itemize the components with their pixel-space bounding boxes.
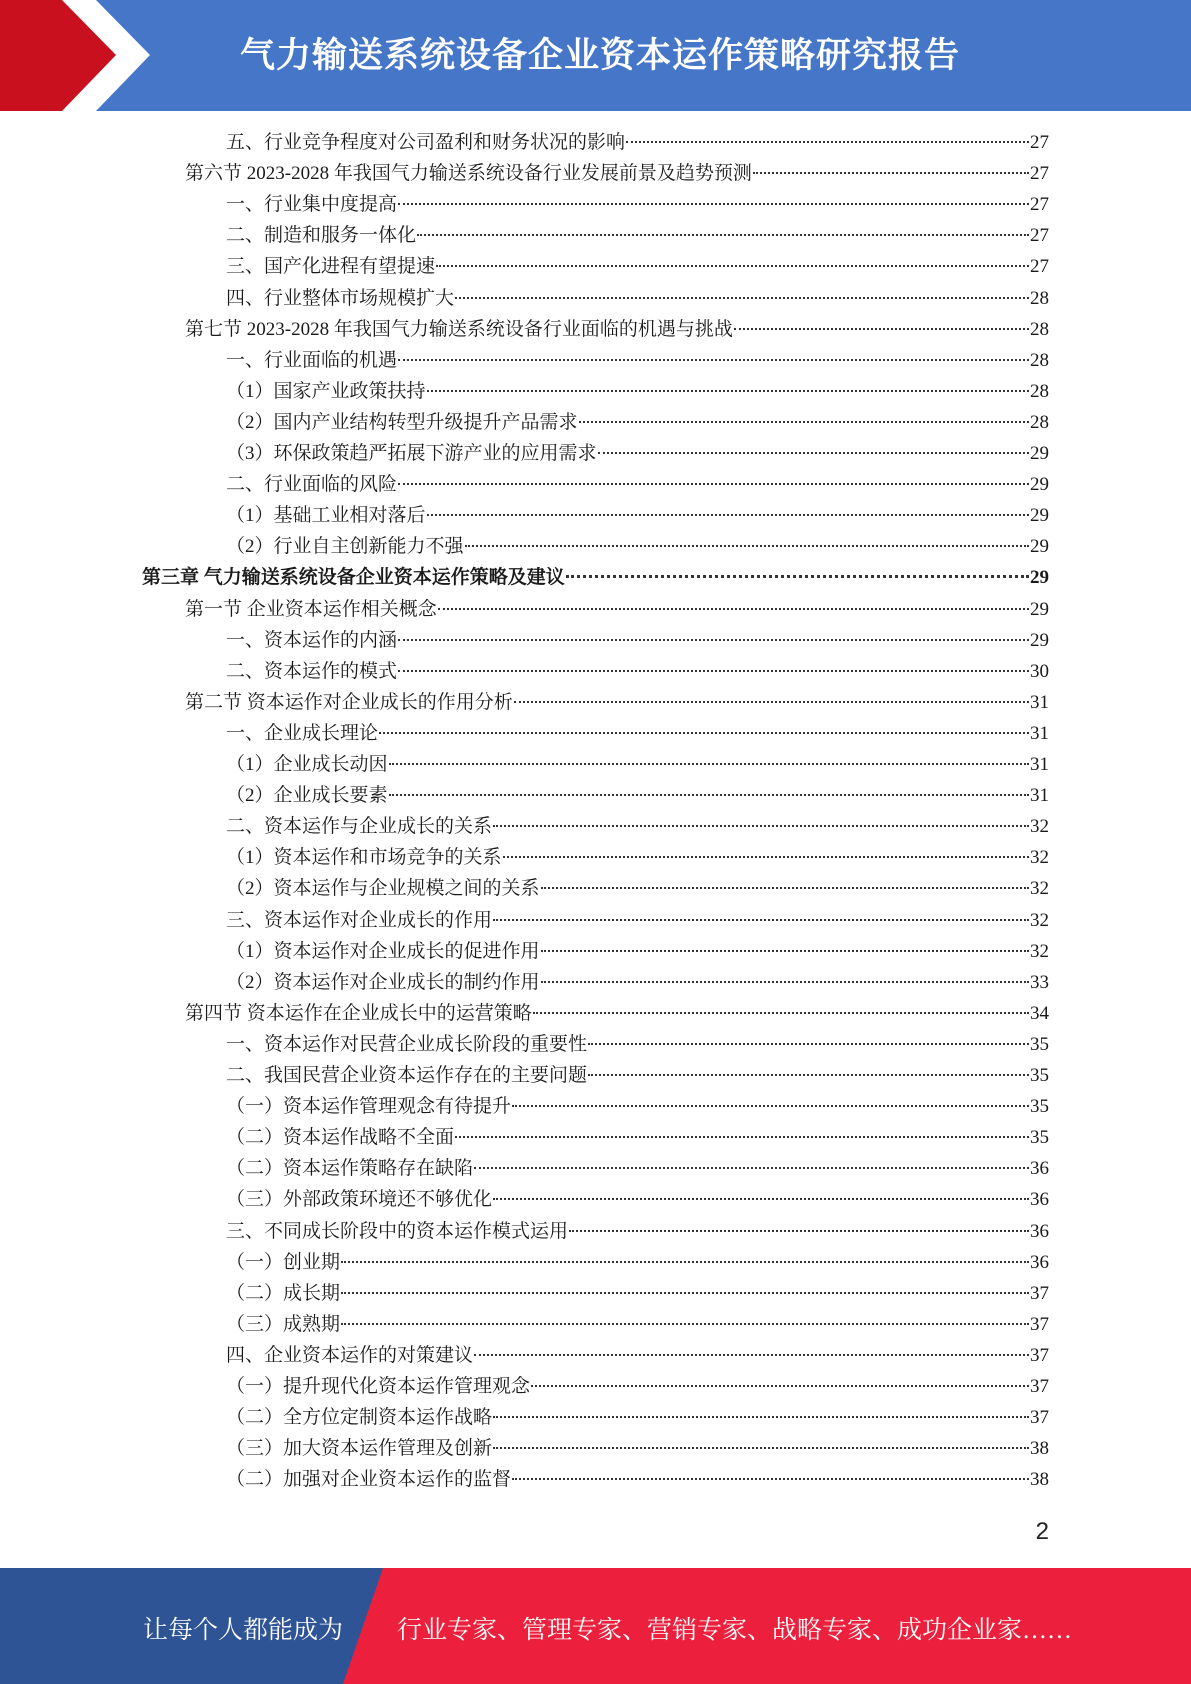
page-footer <box>0 1568 1191 1684</box>
toc-dot-leader <box>588 1043 1029 1045</box>
toc-entry-page: 36 <box>1030 1251 1049 1273</box>
toc-entry[interactable] <box>226 718 1049 749</box>
page-header <box>0 0 1191 111</box>
toc-dot-leader <box>588 1074 1029 1076</box>
toc-dot-leader <box>493 1447 1029 1449</box>
toc-entry[interactable] <box>226 1216 1049 1247</box>
toc-dot-leader <box>514 701 1029 703</box>
toc-dot-leader <box>541 981 1029 983</box>
toc-entry-page: 33 <box>1030 971 1049 993</box>
toc-entry-page: 28 <box>1030 318 1049 340</box>
toc-entry-page: 37 <box>1030 1282 1049 1304</box>
toc-entry-title: （1）企业成长动因 <box>226 754 388 775</box>
toc-entry-title: 二、我国民营企业资本运作存在的主要问题 <box>226 1065 588 1086</box>
toc-entry-page: 29 <box>1030 567 1049 589</box>
toc-dot-leader <box>389 794 1029 796</box>
toc-entry[interactable] <box>226 251 1049 282</box>
toc-entry[interactable] <box>226 1184 1049 1215</box>
toc-entry-title: 第一节 企业资本运作相关概念 <box>185 598 437 620</box>
toc-entry[interactable] <box>226 189 1049 220</box>
toc-dot-leader <box>493 1416 1029 1418</box>
toc-entry-title: （二）资本运作策略存在缺陷 <box>226 1158 474 1180</box>
toc-dot-leader <box>566 575 1029 578</box>
toc-entry[interactable] <box>226 1122 1049 1153</box>
toc-entry[interactable] <box>226 438 1049 469</box>
toc-entry-title: 五、行业竞争程度对公司盈利和财务状况的影响 <box>226 132 626 153</box>
toc-entry[interactable] <box>226 625 1049 656</box>
toc-entry-page: 36 <box>1030 1158 1049 1180</box>
toc-entry-title: 第三章 气力输送系统设备企业资本运作策略及建议 <box>142 567 565 589</box>
toc-entry[interactable] <box>226 531 1049 562</box>
toc-entry-page: 32 <box>1030 909 1049 931</box>
toc-entry-page: 27 <box>1030 256 1049 278</box>
toc-entry-title: 第四节 资本运作在企业成长中的运营策略 <box>185 1002 532 1024</box>
toc-entry-page: 35 <box>1030 1065 1049 1086</box>
toc-entry-title: 四、行业整体市场规模扩大 <box>226 287 455 309</box>
toc-entry-page: 32 <box>1030 878 1049 900</box>
toc-dot-leader <box>734 328 1029 330</box>
toc-dot-leader <box>417 234 1029 236</box>
toc-entry[interactable] <box>226 127 1049 158</box>
toc-entry-page: 36 <box>1030 1189 1049 1211</box>
toc-entry[interactable] <box>226 749 1049 780</box>
toc-dot-leader <box>493 1198 1029 1200</box>
toc-entry-title: 一、企业成长理论 <box>226 722 379 744</box>
toc-entry[interactable] <box>226 1402 1049 1433</box>
toc-entry-page: 27 <box>1030 225 1049 247</box>
toc-entry[interactable] <box>185 998 1049 1029</box>
toc-entry-page: 27 <box>1030 194 1049 216</box>
toc-dot-leader <box>341 1292 1029 1294</box>
toc-dot-leader <box>626 141 1029 143</box>
toc-entry-title: 一、资本运作对民营企业成长阶段的重要性 <box>226 1033 588 1055</box>
toc-dot-leader <box>512 1105 1029 1107</box>
toc-entry[interactable] <box>226 967 1049 998</box>
toc-entry-page: 29 <box>1030 474 1049 496</box>
toc-entry-title: 一、资本运作的内涵 <box>226 629 398 651</box>
toc-entry-page: 30 <box>1030 660 1049 682</box>
toc-entry-page: 37 <box>1030 1313 1049 1335</box>
toc-entry-page: 37 <box>1030 1376 1049 1397</box>
page-number: 2 <box>1035 1518 1049 1545</box>
toc-entry-page: 37 <box>1030 1407 1049 1429</box>
toc-dot-leader <box>541 887 1029 889</box>
toc-entry-title: （2）资本运作与企业规模之间的关系 <box>226 878 540 900</box>
toc-dot-leader <box>389 763 1029 765</box>
toc-entry-title: （二）全方位定制资本运作战略 <box>226 1407 493 1429</box>
toc-entry[interactable] <box>226 905 1049 936</box>
toc-entry-page: 38 <box>1030 1469 1049 1491</box>
toc-entry-title: （3）环保政策趋严拓展下游产业的应用需求 <box>226 443 597 464</box>
toc-entry-title: （一）提升现代化资本运作管理观念 <box>226 1376 531 1397</box>
toc-entry[interactable] <box>226 842 1049 873</box>
toc-entry[interactable] <box>226 656 1049 687</box>
toc-dot-leader <box>474 1167 1029 1169</box>
toc-entry-title: 二、行业面临的风险 <box>226 474 398 496</box>
toc-entry-page: 28 <box>1030 411 1049 433</box>
toc-entry-title: 一、行业面临的机遇 <box>226 349 398 371</box>
toc-entry-page: 37 <box>1030 1344 1049 1366</box>
toc-entry-title: （1）基础工业相对落后 <box>226 505 426 527</box>
toc-entry[interactable] <box>226 220 1049 251</box>
toc-entry-page: 36 <box>1030 1220 1049 1242</box>
toc-dot-leader <box>341 1261 1029 1263</box>
toc-entry-title: （三）成熟期 <box>226 1313 341 1335</box>
toc-entry[interactable] <box>226 1153 1049 1184</box>
toc-entry-page: 35 <box>1030 1127 1049 1149</box>
toc-entry-page: 32 <box>1030 940 1049 962</box>
toc-entry[interactable] <box>226 1247 1049 1278</box>
toc-dot-leader <box>512 1478 1029 1480</box>
toc-entry[interactable] <box>226 407 1049 438</box>
toc-entry[interactable] <box>226 780 1049 811</box>
toc-entry-page: 38 <box>1030 1438 1049 1460</box>
toc-entry[interactable] <box>142 562 1049 593</box>
toc-dot-leader <box>598 452 1029 454</box>
toc-entry[interactable] <box>226 1340 1049 1371</box>
toc-entry[interactable] <box>226 376 1049 407</box>
toc-entry[interactable] <box>226 1278 1049 1309</box>
toc-entry-page: 27 <box>1030 132 1049 153</box>
toc-entry-page: 35 <box>1030 1096 1049 1118</box>
toc-entry-page: 29 <box>1030 629 1049 651</box>
toc-entry-title: 三、国产化进程有望提速 <box>226 256 436 278</box>
toc-entry[interactable] <box>226 1029 1049 1060</box>
toc-entry-title: 第七节 2023-2028 年我国气力输送系统设备行业面临的机遇与挑战 <box>185 318 733 340</box>
toc-entry-title: （2）企业成长要素 <box>226 785 388 807</box>
toc-dot-leader <box>379 732 1029 734</box>
toc-entry[interactable] <box>185 594 1049 625</box>
toc-entry-title: （二）成长期 <box>226 1282 341 1304</box>
toc-entry-title: （1）资本运作和市场竞争的关系 <box>226 847 502 869</box>
toc-entry-page: 28 <box>1030 287 1049 309</box>
toc-dot-leader <box>541 950 1029 952</box>
toc-entry[interactable] <box>226 1433 1049 1464</box>
toc-entry[interactable] <box>226 873 1049 904</box>
toc-dot-leader <box>427 390 1029 392</box>
toc-entry[interactable] <box>226 1371 1049 1402</box>
toc-entry-title: （1）资本运作对企业成长的促进作用 <box>226 940 540 962</box>
toc-dot-leader <box>465 545 1029 547</box>
toc-entry-page: 32 <box>1030 847 1049 869</box>
toc-dot-leader <box>398 639 1029 641</box>
toc-entry-page: 31 <box>1030 754 1049 775</box>
toc-entry-title: 二、资本运作的模式 <box>226 660 398 682</box>
toc-entry[interactable] <box>185 314 1049 345</box>
toc-entry-page: 29 <box>1030 598 1049 620</box>
toc-entry-title: （2）行业自主创新能力不强 <box>226 536 464 558</box>
toc-dot-leader <box>569 1230 1029 1232</box>
toc-dot-leader <box>398 670 1029 672</box>
toc-entry[interactable] <box>226 469 1049 500</box>
toc-entry-title: （1）国家产业政策扶持 <box>226 380 426 402</box>
toc-entry[interactable] <box>185 158 1049 189</box>
toc-entry-title: （二）资本运作战略不全面 <box>226 1127 455 1149</box>
toc-entry-page: 31 <box>1030 691 1049 713</box>
toc-entry-title: 三、资本运作对企业成长的作用 <box>226 909 493 931</box>
toc-entry[interactable] <box>226 936 1049 967</box>
toc-dot-leader <box>438 608 1029 610</box>
toc-entry-title: 第二节 资本运作对企业成长的作用分析 <box>185 691 513 713</box>
toc-entry-title: （二）加强对企业资本运作的监督 <box>226 1469 512 1491</box>
toc-entry-page: 28 <box>1030 380 1049 402</box>
toc-dot-leader <box>493 825 1029 827</box>
toc-dot-leader <box>579 421 1029 423</box>
toc-dot-leader <box>531 1385 1029 1387</box>
toc-entry-title: （一）资本运作管理观念有待提升 <box>226 1096 512 1118</box>
toc-dot-leader <box>753 172 1029 174</box>
toc-entry-page: 29 <box>1030 536 1049 558</box>
footer-slogan-left: 让每个人都能成为 <box>143 1617 344 1644</box>
toc-entry-title: 四、企业资本运作的对策建议 <box>226 1344 474 1366</box>
toc-entry-title: （2）国内产业结构转型升级提升产品需求 <box>226 411 578 433</box>
toc-entry-title: （三）加大资本运作管理及创新 <box>226 1438 493 1460</box>
toc-entry-page: 31 <box>1030 785 1049 807</box>
toc-dot-leader <box>455 297 1029 299</box>
toc-entry[interactable] <box>226 1060 1049 1091</box>
toc-entry-page: 29 <box>1030 443 1049 464</box>
toc-dot-leader <box>341 1323 1029 1325</box>
toc-dot-leader <box>455 1136 1029 1138</box>
toc-entry[interactable] <box>226 500 1049 531</box>
toc-entry-title: （2）资本运作对企业成长的制约作用 <box>226 971 540 993</box>
toc-entry[interactable] <box>226 283 1049 314</box>
toc-dot-leader <box>398 359 1029 361</box>
toc-dot-leader <box>493 919 1029 921</box>
toc-entry-title: 一、行业集中度提高 <box>226 194 398 216</box>
toc-entry-page: 28 <box>1030 349 1049 371</box>
toc-entry-page: 31 <box>1030 722 1049 744</box>
toc-entry-page: 35 <box>1030 1033 1049 1055</box>
toc-dot-leader <box>398 203 1029 205</box>
toc-entry[interactable] <box>226 1309 1049 1340</box>
toc-entry-title: 二、资本运作与企业成长的关系 <box>226 816 493 838</box>
toc-entry[interactable] <box>226 811 1049 842</box>
toc-entry-page: 32 <box>1030 816 1049 838</box>
toc-entry-page: 27 <box>1030 163 1049 185</box>
toc-dot-leader <box>398 483 1029 485</box>
toc-entry-title: （三）外部政策环境还不够优化 <box>226 1189 493 1211</box>
toc-dot-leader <box>503 856 1029 858</box>
footer-slogan-right: 行业专家、管理专家、营销专家、战略专家、成功企业家…… <box>397 1617 1073 1644</box>
toc-entry[interactable] <box>185 687 1049 718</box>
toc-entry[interactable] <box>226 1464 1049 1495</box>
report-title: 气力输送系统设备企业资本运作策略研究报告 <box>240 36 961 76</box>
toc-entry[interactable] <box>226 1091 1049 1122</box>
toc-dot-leader <box>436 265 1029 267</box>
toc-entry[interactable] <box>226 345 1049 376</box>
toc-entry-page: 34 <box>1030 1002 1049 1024</box>
toc-dot-leader <box>427 514 1029 516</box>
toc-entry-title: 三、不同成长阶段中的资本运作模式运用 <box>226 1220 569 1242</box>
toc-dot-leader <box>533 1012 1029 1014</box>
toc-entry-title: 二、制造和服务一体化 <box>226 225 417 247</box>
toc-dot-leader <box>474 1354 1029 1356</box>
toc-entry-title: 第六节 2023-2028 年我国气力输送系统设备行业发展前景及趋势预测 <box>185 163 752 185</box>
toc-entry-page: 29 <box>1030 505 1049 527</box>
toc-entry-title: （一）创业期 <box>226 1251 341 1273</box>
